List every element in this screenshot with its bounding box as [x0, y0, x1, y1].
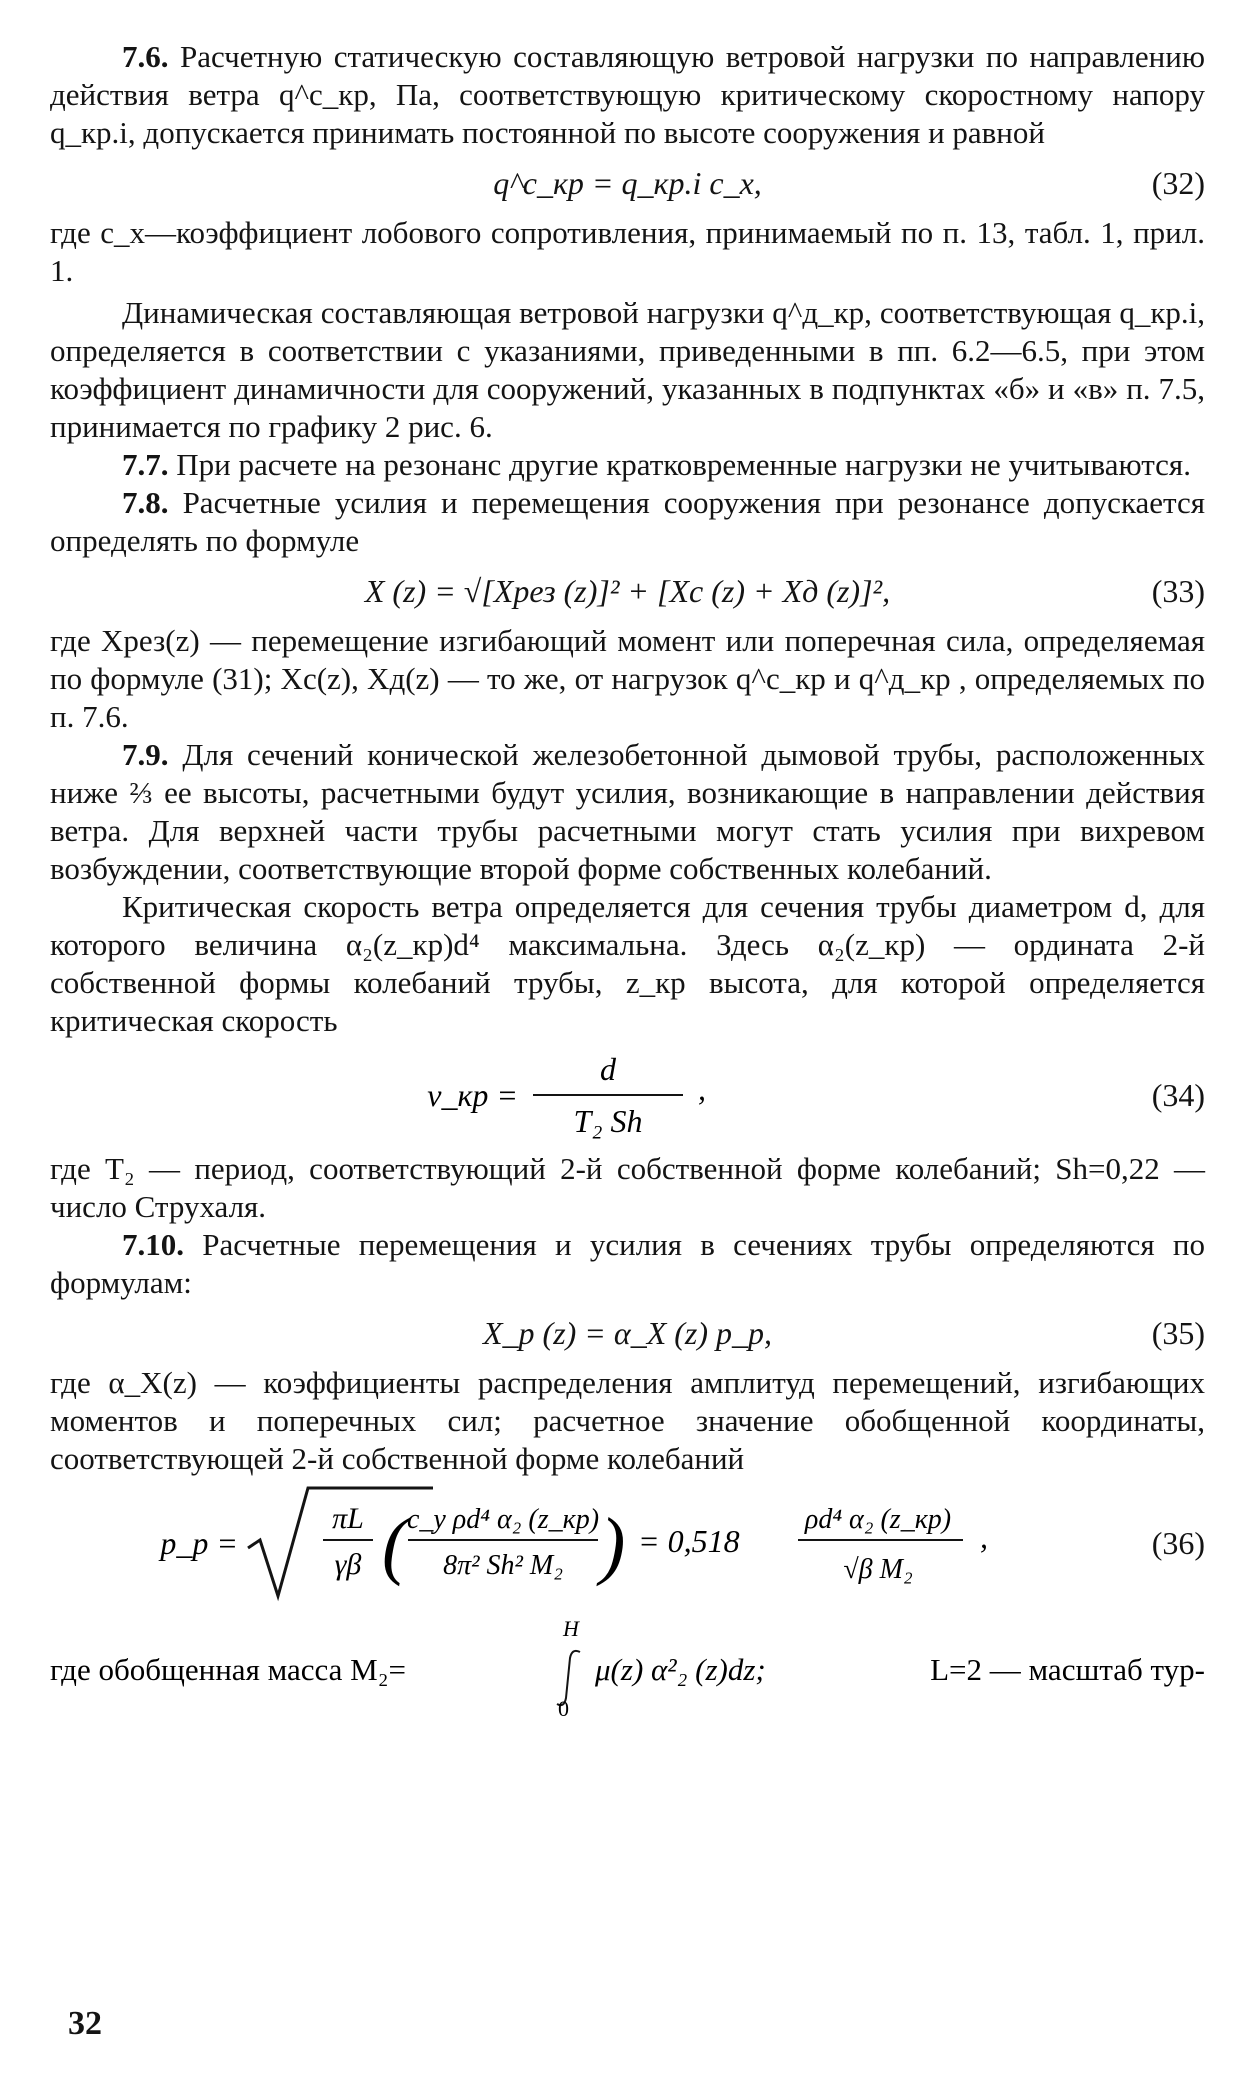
formula-explanation: где Xрез(z) — перемещение изгибающий момент или поперечная сила, определяемая по формуле (31); Xc(z), Xд(z) — то же, от нагрузок q^c_кр и q^д_кр , определяемых по п. 7.6.: [50, 623, 1205, 734]
paragraph-critical-speed: Критическая скорость ветра определяется для сечения трубы диаметром d, для которого величина α₂(z_кр)d⁴ максимальна. Здесь α₂(z_кр) — ордината 2-й собственной формы колебаний трубы, z_кр высота, для которой определяется критическая скорость: [50, 889, 1205, 1038]
last-line-after: L=2 — масштаб тур-: [930, 1652, 1205, 1687]
integral-upper-limit: H: [563, 1616, 579, 1641]
section-number: 7.10.: [122, 1227, 184, 1262]
formula-middle: = 0,518: [637, 1523, 740, 1559]
formula-lhs: p_р =: [159, 1525, 238, 1561]
section-number: 7.6.: [122, 39, 169, 74]
fraction-denominator: T₂ Sh: [573, 1103, 642, 1139]
formula-expression: X_р (z) = α_X (z) p_р,: [482, 1315, 772, 1351]
formula-explanation: где c_x—коэффициент лобового сопротивления, принимаемый по п. 13, табл. 1, прил. 1.: [50, 215, 1205, 288]
section-number: 7.7.: [122, 447, 169, 482]
paragraph-7-10: [50, 1226, 1205, 1302]
last-line: [50, 1608, 1205, 1718]
formula-expression: X (z) = √[Xрез (z)]² + [Xс (z) + Xд (z)]²,: [364, 573, 891, 609]
formula-expression: q^c_кр = q_кр.i c_x,: [493, 165, 762, 201]
paragraph-7-9: [50, 736, 1205, 888]
fraction-numerator: ρd⁴ α₂ (z_кр): [804, 1504, 951, 1535]
equation-number: (33): [1151, 573, 1205, 609]
formula-36-graphic: [118, 1478, 1138, 1608]
formula-explanation: где α_X(z) — коэффициенты распределения амплитуд перемещений, изгибающих моментов и поперечных сил; расчетное значение обобщенной координаты, соответствующей 2-й собственной форме колебаний: [50, 1365, 1205, 1476]
fraction-numerator: d: [599, 1051, 616, 1087]
integrand: μ(z) α²₂ (z)dz;: [595, 1652, 766, 1687]
right-parenthesis: ): [599, 1503, 625, 1587]
equation-number: (32): [1151, 165, 1205, 201]
paragraph-7-7: [50, 446, 1205, 484]
left-parenthesis: (: [381, 1503, 407, 1587]
section-number: 7.8.: [122, 485, 169, 520]
formula-32: [50, 152, 1205, 214]
equation-number: (36): [1151, 1525, 1205, 1561]
paragraph-text: Расчетные перемещения и усилия в сечениях трубы определяются по формулам:: [50, 1227, 1205, 1300]
equation-number: (35): [1151, 1315, 1205, 1351]
page-number: 32: [68, 2005, 102, 2042]
equation-number: (34): [1151, 1077, 1205, 1113]
formula-lhs: v_кр =: [426, 1077, 518, 1113]
paragraph-dynamic: Динамическая составляющая ветровой нагрузки q^д_кр, соответствующая q_кр.i, определяется в соответствии с указаниями, приведенными в пп. 6.2—6.5, при этом коэффициент динамичности для сооружений, указанных в подпунктах «б» и «в» п. 7.5, принимается по графику 2 рис. 6.: [50, 295, 1205, 444]
paragraph-text: Расчетную статическую составляющую ветровой нагрузки по направлению действия ветра q^c_кр, Па, соответствующую критическому скоростному напору q_кр.i, допускается принимать постоянной по высоте сооружения и равной: [50, 39, 1205, 150]
formula-35: [50, 1302, 1205, 1364]
section-number: 7.9.: [122, 737, 169, 772]
paragraph-text: Для сечений конической железобетонной дымовой трубы, расположенных ниже ⅔ ее высоты, расчетными будут усилия, возникающие в направлении действия ветра. Для верхней части трубы расчетными могут стать усилия при вихревом возбуждении, соответствующие второй форме собственных колебаний.: [50, 737, 1205, 886]
paragraph-7-6: [50, 38, 1205, 152]
paragraph-text: При расчете на резонанс другие кратковременные нагрузки не учитываются.: [176, 447, 1191, 482]
formula-34: [50, 1040, 1205, 1150]
last-line-graphic: [50, 1608, 1205, 1718]
formula-tail: ,: [697, 1071, 706, 1107]
formula-tail: ,: [979, 1519, 988, 1555]
formula-33: [50, 560, 1205, 622]
formula-explanation: где T₂ — период, соответствующий 2-й собственной форме колебаний; Sh=0,22 — число Струхаля.: [50, 1151, 1205, 1224]
integral-lower-limit: 0: [558, 1696, 569, 1718]
paragraph-7-8: [50, 484, 1205, 560]
page-body: [50, 38, 1205, 1718]
fraction-denominator: √β M₂: [842, 1554, 913, 1585]
root-numerator: πL: [331, 1502, 364, 1535]
root-denominator: γβ: [334, 1548, 361, 1581]
paren-denominator: 8π² Sh² M₂: [442, 1550, 563, 1581]
formula-34-graphic: [368, 1040, 888, 1150]
last-line-before: где обобщенная масса M₂=: [50, 1652, 407, 1687]
paren-numerator: c_y ρd⁴ α₂ (z_кр): [406, 1504, 599, 1535]
paragraph-text: Расчетные усилия и перемещения сооружения при резонансе допускается определять по формуле: [50, 485, 1205, 558]
formula-36: [50, 1478, 1205, 1608]
